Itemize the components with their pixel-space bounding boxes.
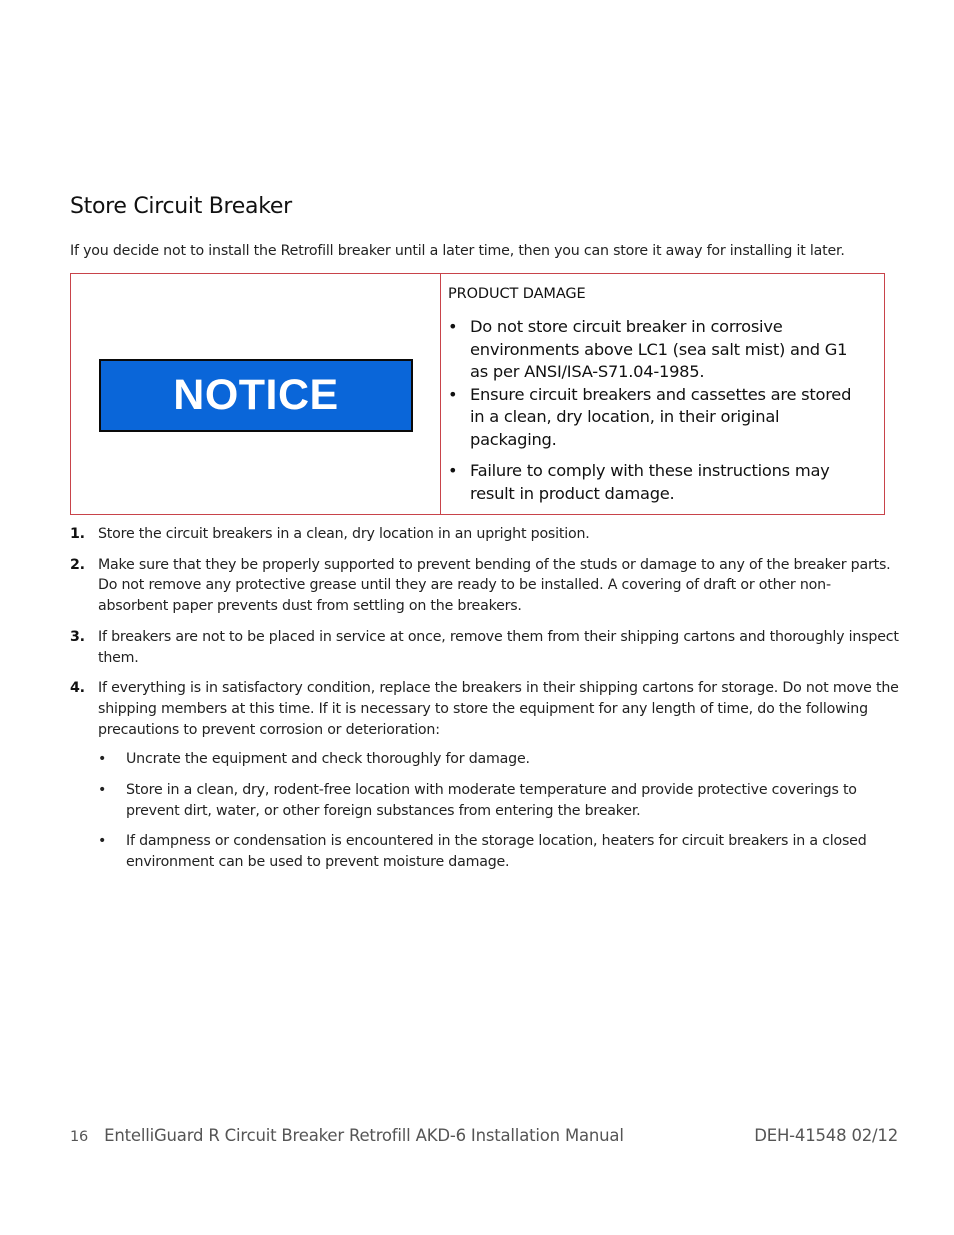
- step-item: [70, 555, 900, 617]
- bullet-icon: •: [98, 782, 107, 799]
- bullet-icon: •: [98, 833, 107, 850]
- bullet-icon: •: [448, 384, 458, 404]
- hazard-item-text: Ensure circuit breakers and cassettes are stored in a clean, dry location, in their original packaging.: [470, 384, 852, 449]
- storage-steps-list: [70, 524, 900, 883]
- step-number: 2.: [70, 556, 85, 573]
- precaution-text: Store in a clean, dry, rodent-free location with moderate temperature and provide protective coverings to prevent dirt, water, or other foreign substances from entering the breaker.: [126, 782, 857, 819]
- hazard-item: [448, 316, 868, 384]
- notice-message-cell: [441, 274, 884, 514]
- bullet-icon: •: [448, 317, 458, 336]
- hazard-item-text: Failure to comply with these instructions may result in product damage.: [470, 461, 830, 503]
- notice-box: [70, 273, 885, 515]
- precaution-text: If dampness or condensation is encountered in the storage location, heaters for circuit breakers in a closed environment can be used to prevent moisture damage.: [126, 833, 867, 871]
- precaution-item: [98, 780, 900, 821]
- page-footer: [70, 1126, 898, 1145]
- hazard-item-text: Do not store circuit breaker in corrosive environments above LC1 (sea salt mist) and G1 as per ANSI/ISA-S71.04-1985.: [470, 317, 848, 381]
- bullet-icon: •: [98, 751, 107, 768]
- step-text: Make sure that they be properly supported to prevent bending of the studs or damage to any of the breaker parts. Do not remove any protective grease until they are ready to be installed. A covering of draft or other non-absorbent paper prevents dust from settling on the breakers.: [98, 556, 891, 615]
- precautions-list: [98, 749, 900, 873]
- precaution-text: Uncrate the equipment and check thoroughly for damage.: [126, 751, 530, 768]
- hazard-item: [448, 460, 868, 505]
- notice-badge-cell: [71, 274, 441, 514]
- step-number: 1.: [70, 526, 85, 542]
- step-number: 4.: [70, 680, 85, 697]
- page-title: Store Circuit Breaker: [70, 194, 292, 219]
- step-item: [70, 678, 900, 873]
- hazard-item: [448, 384, 868, 452]
- precaution-item: [98, 749, 900, 770]
- step-text: Store the circuit breakers in a clean, dry location in an upright position.: [98, 526, 590, 542]
- precaution-item: [98, 831, 900, 872]
- document-code: DEH-41548 02/12: [754, 1126, 898, 1145]
- hazard-list: [448, 316, 868, 505]
- page-number: 16: [70, 1129, 89, 1145]
- step-text: If everything is in satisfactory condition, replace the breakers in their shipping cartons for storage. Do not move the shipping members at this time. If it is necessary to store the equipment for any length of time, do the following precautions to prevent corrosion or deterioration:: [98, 680, 899, 738]
- intro-paragraph: If you decide not to install the Retrofill breaker until a later time, then you can store it away for installing it later.: [70, 243, 845, 259]
- step-item: [70, 524, 900, 545]
- step-item: [70, 627, 900, 668]
- step-text: If breakers are not to be placed in service at once, remove them from their shipping cartons and thoroughly inspect them.: [98, 628, 899, 666]
- manual-title: EntelliGuard R Circuit Breaker Retrofill AKD-6 Installation Manual: [104, 1126, 624, 1145]
- notice-badge-label: NOTICE: [173, 371, 339, 419]
- hazard-title: PRODUCT DAMAGE: [448, 286, 586, 302]
- notice-badge: [99, 359, 413, 432]
- step-number: 3.: [70, 628, 85, 645]
- bullet-icon: •: [448, 461, 458, 480]
